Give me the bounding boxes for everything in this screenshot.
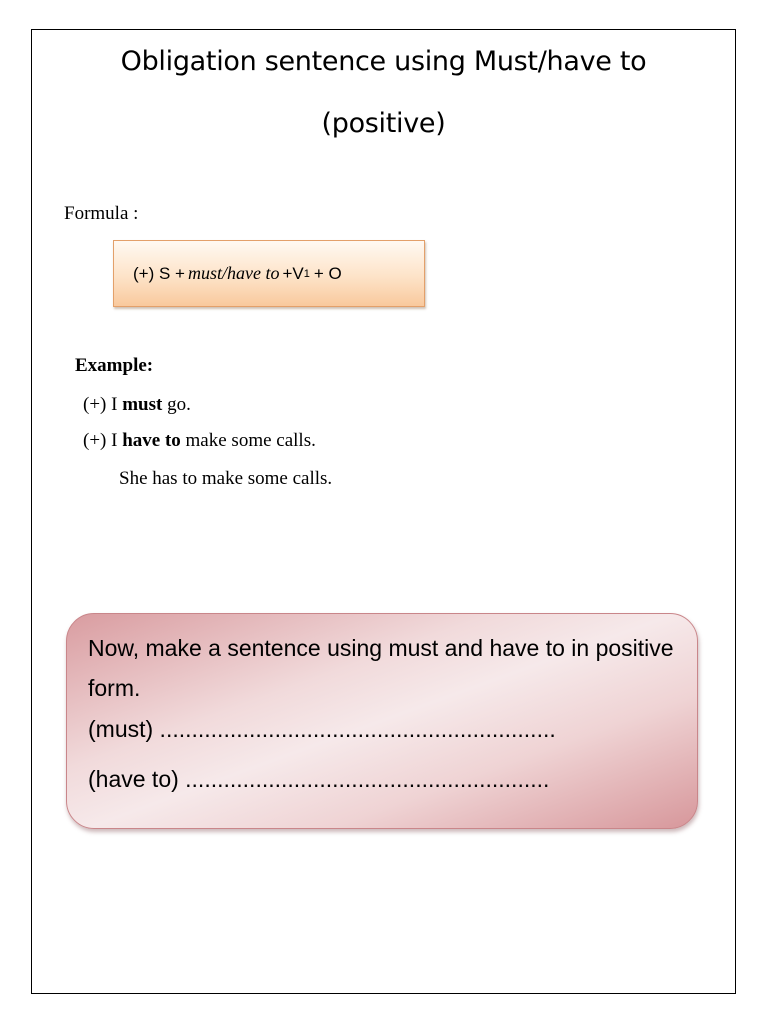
page-title: Obligation sentence using Must/have to xyxy=(120,46,647,77)
must-answer-line[interactable]: (must) .............................................................. xyxy=(88,716,556,742)
example-suffix: make some calls. xyxy=(185,430,316,451)
formula-verb-subscript: 1 xyxy=(303,267,310,280)
have-to-answer-line[interactable]: (have to) ......................................................... xyxy=(88,766,550,792)
example-keyword: have to xyxy=(122,430,181,451)
formula-label: Formula : xyxy=(64,203,139,224)
formula-modal: must/have to xyxy=(187,263,280,283)
example-suffix: go. xyxy=(167,394,191,415)
example-prefix: (+) I xyxy=(83,394,118,415)
example-prefix: (+) I xyxy=(83,430,118,451)
example-line-must xyxy=(83,394,191,416)
formula-prefix: (+) S + xyxy=(133,263,185,283)
formula-object: + O xyxy=(313,263,342,283)
formula-box xyxy=(113,240,425,307)
task-instruction: Now, make a sentence using must and have to in positive form. xyxy=(88,635,674,701)
page-border xyxy=(31,29,736,994)
example-line-has-to: She has to make some calls. xyxy=(119,468,333,489)
task-box xyxy=(66,613,698,829)
example-line-have-to xyxy=(83,430,316,452)
formula-verb: +V xyxy=(282,263,304,283)
page-subtitle: (positive) xyxy=(321,108,446,139)
example-keyword: must xyxy=(122,394,163,415)
example-heading: Example: xyxy=(75,355,154,376)
